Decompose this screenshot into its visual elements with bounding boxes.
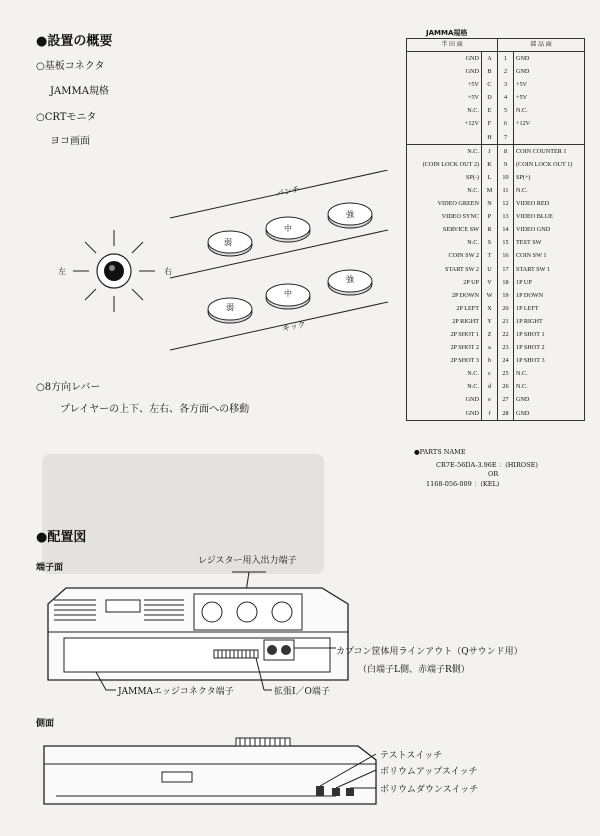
jamma-row (407, 393, 585, 406)
jamma-row (407, 276, 585, 289)
pin-letter-cell: D (482, 91, 498, 104)
punch-strong: 強 (346, 210, 354, 219)
part-or: OR (488, 470, 499, 478)
lever-description: プレイヤーの上下、左右、各方面への移動 (60, 404, 250, 415)
solder-side-cell: 2P SHOT 2 (407, 341, 482, 354)
solder-side-cell: 2P RIGHT (407, 315, 482, 328)
volume-up-label: ボリウムアップスイッチ (380, 767, 478, 777)
jamma-row (407, 131, 585, 145)
joystick-left-label: 左 (58, 267, 66, 276)
jamma-row (407, 210, 585, 223)
punch-weak: 弱 (224, 238, 232, 247)
kick-label: キック (281, 319, 307, 334)
jamma-row (407, 78, 585, 91)
pin-number-cell: 28 (498, 407, 514, 421)
pin-number-cell: 19 (498, 289, 514, 302)
punch-label: パンチ (275, 184, 301, 199)
parts-side-cell: VIDEO GND (514, 223, 585, 236)
pin-letter-cell: A (482, 52, 498, 66)
pin-number-cell: 3 (498, 78, 514, 91)
pin-letter-cell: Z (482, 328, 498, 341)
volume-down-label: ボリウムダウンスイッチ (380, 785, 479, 795)
pin-letter-cell: J (482, 144, 498, 158)
solder-side-cell: (COIN LOCK OUT 2) (407, 158, 482, 171)
pin-letter-cell: N (482, 197, 498, 210)
pin-number-cell: 2 (498, 65, 514, 78)
solder-side-cell: GND (407, 393, 482, 406)
parts-side-cell: SP(+) (514, 171, 585, 184)
pin-letter-cell: U (482, 263, 498, 276)
pin-letter-cell: L (482, 171, 498, 184)
parts-side-cell: VIDEO RED (514, 197, 585, 210)
parts-side-cell: 1P UP (514, 276, 585, 289)
install-title: ●設置の概要 (36, 34, 113, 49)
controls-diagram (30, 170, 390, 370)
crt-value: ヨコ画面 (50, 136, 90, 147)
solder-side-cell: VIDEO SYNC (407, 210, 482, 223)
solder-side-cell: 2P SHOT 1 (407, 328, 482, 341)
pin-number-cell: 13 (498, 210, 514, 223)
pin-number-cell: 9 (498, 158, 514, 171)
joystick-right-label: 右 (164, 267, 172, 276)
jamma-row (407, 315, 585, 328)
parts-side-cell: +5V (514, 91, 585, 104)
solder-side-cell: 2P DOWN (407, 289, 482, 302)
parts-side-cell: +5V (514, 78, 585, 91)
jamma-row (407, 223, 585, 236)
pin-number-cell: 20 (498, 302, 514, 315)
pin-letter-cell: K (482, 158, 498, 171)
jamma-row (407, 380, 585, 393)
pin-number-cell: 7 (498, 131, 514, 145)
pin-letter-cell: a (482, 341, 498, 354)
kick-medium: 中 (284, 289, 292, 298)
pin-number-cell: 15 (498, 236, 514, 249)
pin-letter-cell: W (482, 289, 498, 302)
jamma-row (407, 158, 585, 171)
jamma-title: JAMMA規格 (426, 29, 468, 37)
capcom-lineout-label: カプコン筐体用ラインアウト（Qサウンド用） (336, 647, 523, 657)
parts-side-cell: START SW 1 (514, 263, 585, 276)
pin-letter-cell: S (482, 236, 498, 249)
solder-side-cell (407, 131, 482, 145)
solder-side-cell: N.C. (407, 184, 482, 197)
pin-letter-cell: F (482, 117, 498, 130)
kick-weak: 弱 (226, 303, 234, 312)
parts-side-cell: GND (514, 393, 585, 406)
lineout-detail: （白端子L側、赤端子R側） (358, 665, 470, 675)
test-switch-label: テストスイッチ (380, 751, 443, 761)
jamma-row (407, 263, 585, 276)
pin-letter-cell: C (482, 78, 498, 91)
parts-side-cell: 1P SHOT 1 (514, 328, 585, 341)
jamma-row (407, 65, 585, 78)
part-hirose: CR7E-56DA-3.96E ：(HIROSE) (436, 461, 538, 469)
parts-side-cell: GND (514, 52, 585, 66)
solder-side-cell: +5V (407, 91, 482, 104)
parts-name-title: ●PARTS NAME (414, 448, 466, 456)
pin-number-cell: 12 (498, 197, 514, 210)
parts-side-cell: COIN COUNTER 1 (514, 144, 585, 158)
pin-letter-cell: H (482, 131, 498, 145)
header-solder: 半 田 面 (407, 39, 498, 52)
part-kel: 1168-056-009 ：(KEL) (426, 480, 500, 488)
kick-strong: 強 (346, 275, 354, 284)
solder-side-cell: N.C. (407, 236, 482, 249)
terminal-face-diagram (36, 560, 366, 700)
pin-number-cell: 18 (498, 276, 514, 289)
solder-side-cell: SP(-) (407, 171, 482, 184)
solder-side-cell: START SW 2 (407, 263, 482, 276)
jamma-row (407, 91, 585, 104)
pin-number-cell: 23 (498, 341, 514, 354)
ext-io-label: 拡張I／O端子 (274, 687, 330, 697)
parts-side-cell: N.C. (514, 184, 585, 197)
pin-number-cell: 24 (498, 354, 514, 367)
parts-side-cell: N.C. (514, 380, 585, 393)
punch-medium: 中 (284, 224, 292, 233)
parts-side-cell: (COIN LOCK OUT 1) (514, 158, 585, 171)
pin-number-cell: 25 (498, 367, 514, 380)
jamma-table (406, 38, 585, 421)
parts-side-cell: 1P DOWN (514, 289, 585, 302)
pin-letter-cell: d (482, 380, 498, 393)
pin-letter-cell: T (482, 249, 498, 262)
solder-side-cell: +5V (407, 78, 482, 91)
jamma-row (407, 184, 585, 197)
jamma-row (407, 328, 585, 341)
pin-number-cell: 27 (498, 393, 514, 406)
solder-side-cell: N.C. (407, 380, 482, 393)
pin-letter-cell: Y (482, 315, 498, 328)
solder-side-cell: GND (407, 407, 482, 421)
parts-side-cell: 1P RIGHT (514, 315, 585, 328)
parts-side-cell (514, 131, 585, 145)
jamma-row (407, 367, 585, 380)
pin-number-cell: 14 (498, 223, 514, 236)
side-face-label: 側面 (36, 719, 55, 729)
jamma-row (407, 52, 585, 66)
parts-side-cell: VIDEO BLUE (514, 210, 585, 223)
solder-side-cell: N.C. (407, 104, 482, 117)
jamma-row (407, 236, 585, 249)
solder-side-cell: N.C. (407, 144, 482, 158)
parts-side-cell: TEST SW (514, 236, 585, 249)
pin-number-cell: 4 (498, 91, 514, 104)
pin-letter-cell: P (482, 210, 498, 223)
jamma-row (407, 289, 585, 302)
jamma-row (407, 104, 585, 117)
pin-letter-cell: E (482, 104, 498, 117)
board-connector-value: JAMMA規格 (50, 86, 109, 97)
pin-letter-cell: B (482, 65, 498, 78)
jamma-row (407, 197, 585, 210)
side-face-diagram (36, 734, 396, 814)
pin-number-cell: 5 (498, 104, 514, 117)
lever-label: ○8方向レバー (36, 382, 101, 393)
parts-side-cell: GND (514, 65, 585, 78)
solder-side-cell: COIN SW 2 (407, 249, 482, 262)
joystick-icon (73, 230, 155, 312)
parts-side-cell: +12V (514, 117, 585, 130)
solder-side-cell: GND (407, 52, 482, 66)
solder-side-cell: VIDEO GREEN (407, 197, 482, 210)
jamma-row (407, 249, 585, 262)
solder-side-cell: GND (407, 65, 482, 78)
crt-label: ○CRTモニタ (36, 112, 97, 123)
parts-side-cell: GND (514, 407, 585, 421)
solder-side-cell: 2P UP (407, 276, 482, 289)
pin-letter-cell: f (482, 407, 498, 421)
pin-number-cell: 1 (498, 52, 514, 66)
solder-side-cell: 2P LEFT (407, 302, 482, 315)
pin-letter-cell: M (482, 184, 498, 197)
pin-number-cell: 10 (498, 171, 514, 184)
pin-letter-cell: V (482, 276, 498, 289)
pin-number-cell: 26 (498, 380, 514, 393)
pin-number-cell: 11 (498, 184, 514, 197)
pin-letter-cell: R (482, 223, 498, 236)
header-parts: 部 品 面 (498, 39, 585, 52)
pin-number-cell: 8 (498, 144, 514, 158)
solder-side-cell: 2P SHOT 3 (407, 354, 482, 367)
jamma-row (407, 144, 585, 158)
jamma-row (407, 341, 585, 354)
solder-side-cell: N.C. (407, 367, 482, 380)
pin-letter-cell: c (482, 367, 498, 380)
jamma-row (407, 302, 585, 315)
parts-side-cell: 1P SHOT 2 (514, 341, 585, 354)
pin-letter-cell: e (482, 393, 498, 406)
pin-letter-cell: X (482, 302, 498, 315)
pin-number-cell: 17 (498, 263, 514, 276)
register-io-label: レジスター用入出力端子 (198, 556, 297, 566)
jamma-row (407, 117, 585, 130)
jamma-edge-label: JAMMAエッジコネクタ端子 (118, 687, 234, 697)
pin-number-cell: 6 (498, 117, 514, 130)
jamma-row (407, 407, 585, 421)
jamma-row (407, 354, 585, 367)
layout-title: ●配置図 (36, 530, 87, 545)
parts-side-cell: COIN SW 1 (514, 249, 585, 262)
jamma-row (407, 171, 585, 184)
pin-number-cell: 21 (498, 315, 514, 328)
parts-side-cell: N.C. (514, 367, 585, 380)
pin-number-cell: 22 (498, 328, 514, 341)
board-connector-label: ○基板コネクタ (36, 61, 105, 72)
pin-number-cell: 16 (498, 249, 514, 262)
solder-side-cell: +12V (407, 117, 482, 130)
parts-side-cell: 1P SHOT 3 (514, 354, 585, 367)
pin-letter-cell: b (482, 354, 498, 367)
terminal-face-label: 端子面 (36, 563, 64, 573)
parts-side-cell: 1P LEFT (514, 302, 585, 315)
parts-side-cell: N.C. (514, 104, 585, 117)
solder-side-cell: SERVICE SW (407, 223, 482, 236)
